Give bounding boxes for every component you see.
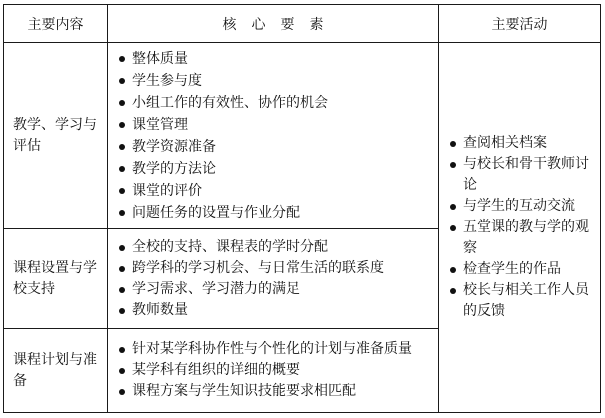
bullet-icon (119, 347, 125, 353)
core-elements-list (118, 339, 438, 402)
bullet-icon (119, 78, 125, 84)
bullet-icon (119, 245, 125, 251)
bullet-icon (450, 225, 456, 231)
list-item: 全校的支持、课程表的学时分配 (118, 237, 438, 258)
list-item: 与学生的互动交流 (449, 196, 600, 217)
row-content-label: 课程计划与准备 (4, 329, 108, 413)
list-item: 检查学生的作品 (449, 259, 600, 280)
list-item: 查阅相关档案 (449, 133, 600, 154)
header-row (4, 5, 601, 43)
bullet-icon (119, 166, 125, 172)
table-row (4, 43, 601, 229)
list-item: 校长与相关工作人员的反馈 (449, 280, 600, 322)
core-elements-list (118, 48, 438, 224)
bullet-icon (450, 162, 456, 168)
list-item: 课堂管理 (118, 114, 438, 136)
list-item: 小组工作的有效性、协作的机会 (118, 92, 438, 114)
bullet-icon (119, 122, 125, 128)
bullet-icon (119, 100, 125, 106)
list-item: 某学科有组织的详细的概要 (118, 360, 438, 381)
list-item: 教学的方法论 (118, 158, 438, 180)
list-item: 五堂课的教与学的观察 (449, 217, 600, 259)
row-content-label: 课程设置与学校支持 (4, 229, 108, 329)
bullet-icon (119, 368, 125, 374)
bullet-icon (450, 141, 456, 147)
row-items-cell (108, 229, 439, 329)
row-items-cell (108, 329, 439, 413)
list-item: 教师数量 (118, 300, 438, 321)
bullet-icon (119, 56, 125, 62)
list-item: 教学资源准备 (118, 136, 438, 158)
bullet-icon (450, 288, 456, 294)
activities-list (449, 133, 600, 322)
bullet-icon (119, 308, 125, 314)
header-main-activities: 主要活动 (439, 5, 601, 43)
list-item: 问题任务的设置与作业分配 (118, 202, 438, 224)
list-item: 学生参与度 (118, 70, 438, 92)
list-item: 整体质量 (118, 48, 438, 70)
list-item: 针对某学科协作性与个性化的计划与准备质量 (118, 339, 438, 360)
row-items-cell (108, 43, 439, 229)
bullet-icon (119, 287, 125, 293)
bullet-icon (119, 144, 125, 150)
header-core-elements: 核心要素 (108, 5, 439, 43)
core-elements-list (118, 237, 438, 321)
bullet-icon (450, 267, 456, 273)
list-item: 学习需求、学习潜力的满足 (118, 279, 438, 300)
evaluation-table (3, 4, 601, 413)
activities-cell (439, 43, 601, 413)
bullet-icon (119, 266, 125, 272)
header-main-content: 主要内容 (4, 5, 108, 43)
bullet-icon (119, 210, 125, 216)
list-item: 课程方案与学生知识技能要求相匹配 (118, 381, 438, 402)
row-content-label: 教学、学习与评估 (4, 43, 108, 229)
bullet-icon (450, 204, 456, 210)
bullet-icon (119, 188, 125, 194)
bullet-icon (119, 389, 125, 395)
list-item: 跨学科的学习机会、与日常生活的联系度 (118, 258, 438, 279)
list-item: 与校长和骨干教师讨论 (449, 154, 600, 196)
list-item: 课堂的评价 (118, 180, 438, 202)
